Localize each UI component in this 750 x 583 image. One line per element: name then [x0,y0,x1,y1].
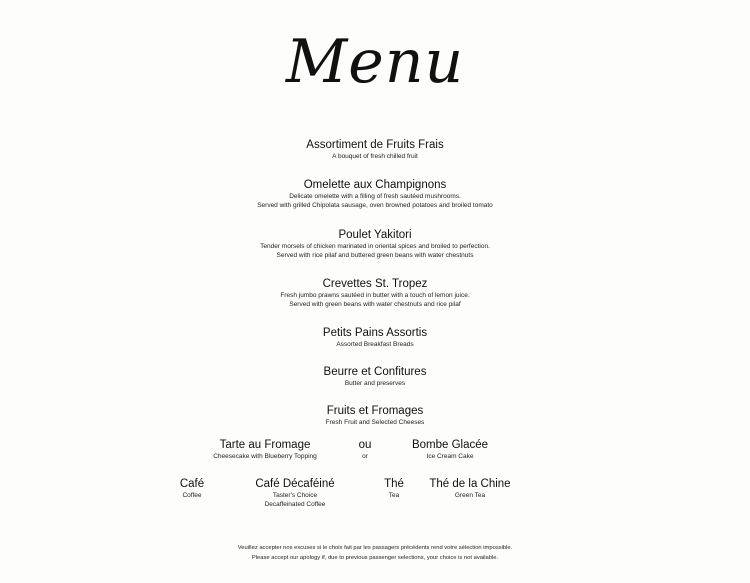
menu-title: Menu [285,27,465,97]
course-poulet-yakitori [0,228,750,260]
course-description: Served with grilled Chipolata sausage, oven browned potatoes and broiled tomato [257,202,493,209]
course-description: Delicate omelette with a filling of fresh sautéed mushrooms. [289,193,461,200]
course-omelette [0,178,750,210]
course-description: Fresh Fruit and Selected Cheeses [325,419,425,426]
beverage-name: Thé de la Chine [429,478,511,490]
course-description: Served with green beans with water chestnuts and rice pilaf [289,301,461,308]
course-name: Crevettes St. Tropez [322,278,428,290]
course-name: Petits Pains Assortis [322,327,428,339]
beverage-cafe [167,477,217,500]
course-description: Assorted Breakfast Breads [336,341,414,348]
beverage-description: Decaffeinated Coffee [264,501,326,508]
apology-english: Please accept our apology if, due to previous passenger selections, your choice is not available. [251,555,499,561]
dessert-description: Ice Cream Cake [426,453,474,460]
course-description: A bouquet of fresh chilled fruit [332,153,418,160]
course-name: Omelette aux Champignons [303,179,447,191]
course-beurre [0,365,750,388]
beverage-name: Thé [384,478,404,490]
course-fruits-fromages [0,404,750,427]
course-fruits-frais [0,138,750,161]
course-name: Assortiment de Fruits Frais [306,139,444,151]
course-petits-pains [0,326,750,349]
course-description: Fresh jumbo prawns sautéed in butter with a touch of lemon juice. [280,292,470,299]
beverage-the [370,477,418,500]
dessert-description: Cheesecake with Blueberry Topping [213,453,317,460]
course-name: Poulet Yakitori [338,229,412,241]
apology-french: Veuillez accepter nos excuses si le choix fait par les passagers précédents rend votre sélection impossible. [237,545,513,551]
dessert-bombe [385,438,515,461]
dessert-or [345,438,385,461]
dessert-name: Tarte au Fromage [219,439,311,451]
beverage-description: Coffee [182,492,202,499]
beverage-cafe-decafeine [240,477,350,509]
or-english: or [362,453,368,460]
apology-note [0,543,750,563]
course-description: Tender morsels of chicken marinated in oriental spices and broiled to perfection. [260,243,490,250]
course-description: Served with rice pilaf and buttered green beans with water chestnuts [276,252,474,259]
beverage-name: Café [179,478,205,490]
dessert-name: Bombe Glacée [411,439,489,451]
or-french: ou [358,439,372,451]
course-description: Butter and preserves [344,380,406,387]
course-name: Beurre et Confitures [323,366,427,378]
beverage-description: Tea [388,492,400,499]
dessert-tarte [190,438,340,461]
beverage-description: Taster's Choice [272,492,318,499]
course-crevettes [0,277,750,309]
course-name: Fruits et Fromages [326,405,424,417]
beverage-name: Café Décaféiné [255,478,335,490]
beverage-the-chine [420,477,520,500]
beverage-description: Green Tea [454,492,486,499]
